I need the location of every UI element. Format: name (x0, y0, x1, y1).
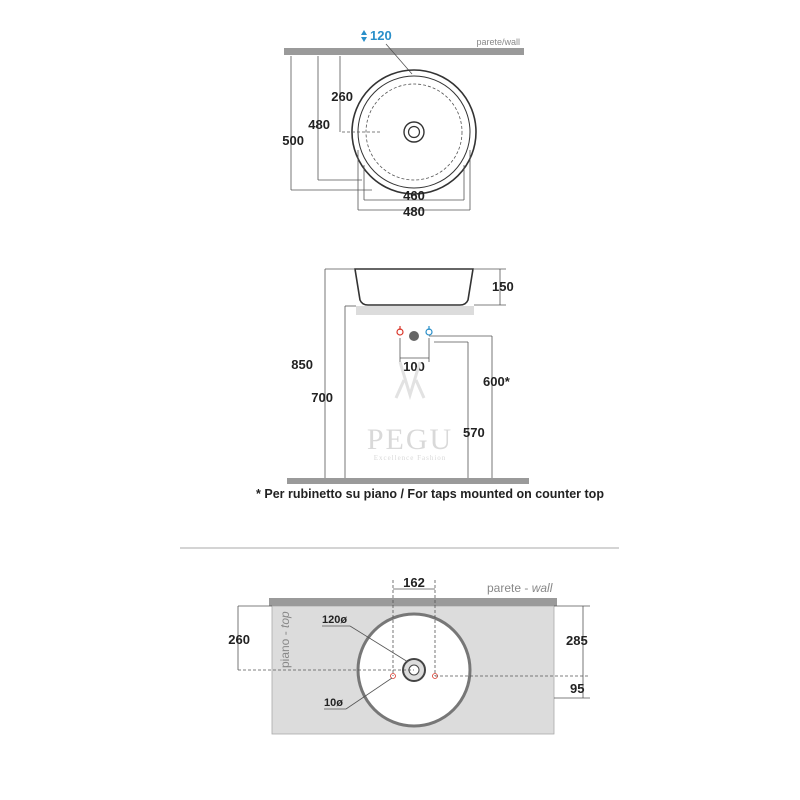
watermark-tagline: Excellence Fashion (373, 454, 447, 462)
drain-arrow-icon (361, 30, 367, 42)
floor-bar (287, 478, 529, 484)
hot-tap-icon (397, 326, 403, 335)
wall-bar-plan (269, 598, 557, 606)
dim-95: 95 (570, 681, 585, 696)
dim-570: 570 (463, 425, 485, 440)
dim-120-drain: 120 (370, 28, 392, 43)
drain-outer (404, 122, 424, 142)
wall-bar-top (284, 48, 524, 55)
dim-162: 162 (403, 575, 425, 590)
basin-profile (355, 269, 473, 305)
wall-label-en: wall (531, 581, 553, 595)
cold-tap-icon (426, 326, 432, 335)
dim-260-plan: 260 (228, 632, 250, 647)
dim-700: 700 (311, 390, 333, 405)
dim-850: 850 (291, 357, 313, 372)
wall-label-it: parete - (487, 581, 532, 595)
dim-120-dia: 120ø (322, 614, 348, 626)
pegu-logo-watermark (367, 362, 453, 462)
footnote: * Per rubinetto su piano / For taps mounted on counter top (256, 487, 604, 501)
dim-480-left: 480 (308, 117, 330, 132)
wall-label-plan (487, 581, 553, 595)
top-label-it: piano - (278, 627, 292, 668)
basin-bowl-outline (366, 84, 462, 180)
top-view (282, 28, 524, 219)
dim-600: 600* (483, 374, 510, 389)
dim-100: 100 (403, 359, 425, 374)
dim-150: 150 (492, 279, 514, 294)
watermark-name: PEGU (366, 423, 454, 456)
top-label-plan (278, 611, 292, 668)
basin-outer-rim (352, 70, 476, 194)
countertop-section (356, 306, 474, 315)
dim-460: 460 (403, 188, 425, 203)
drain-inner (409, 127, 420, 138)
dim-260-top: 260 (331, 89, 353, 104)
dim-480-bottom: 480 (403, 204, 425, 219)
dim-10-dia: 10ø (324, 697, 343, 709)
plan-view (228, 575, 590, 734)
dim-500: 500 (282, 133, 304, 148)
top-label-en: top (278, 611, 292, 628)
drain-pipe-icon (409, 331, 419, 341)
dim-285: 285 (566, 633, 588, 648)
side-view (256, 269, 604, 501)
wall-label-top: parete/wall (476, 37, 520, 47)
